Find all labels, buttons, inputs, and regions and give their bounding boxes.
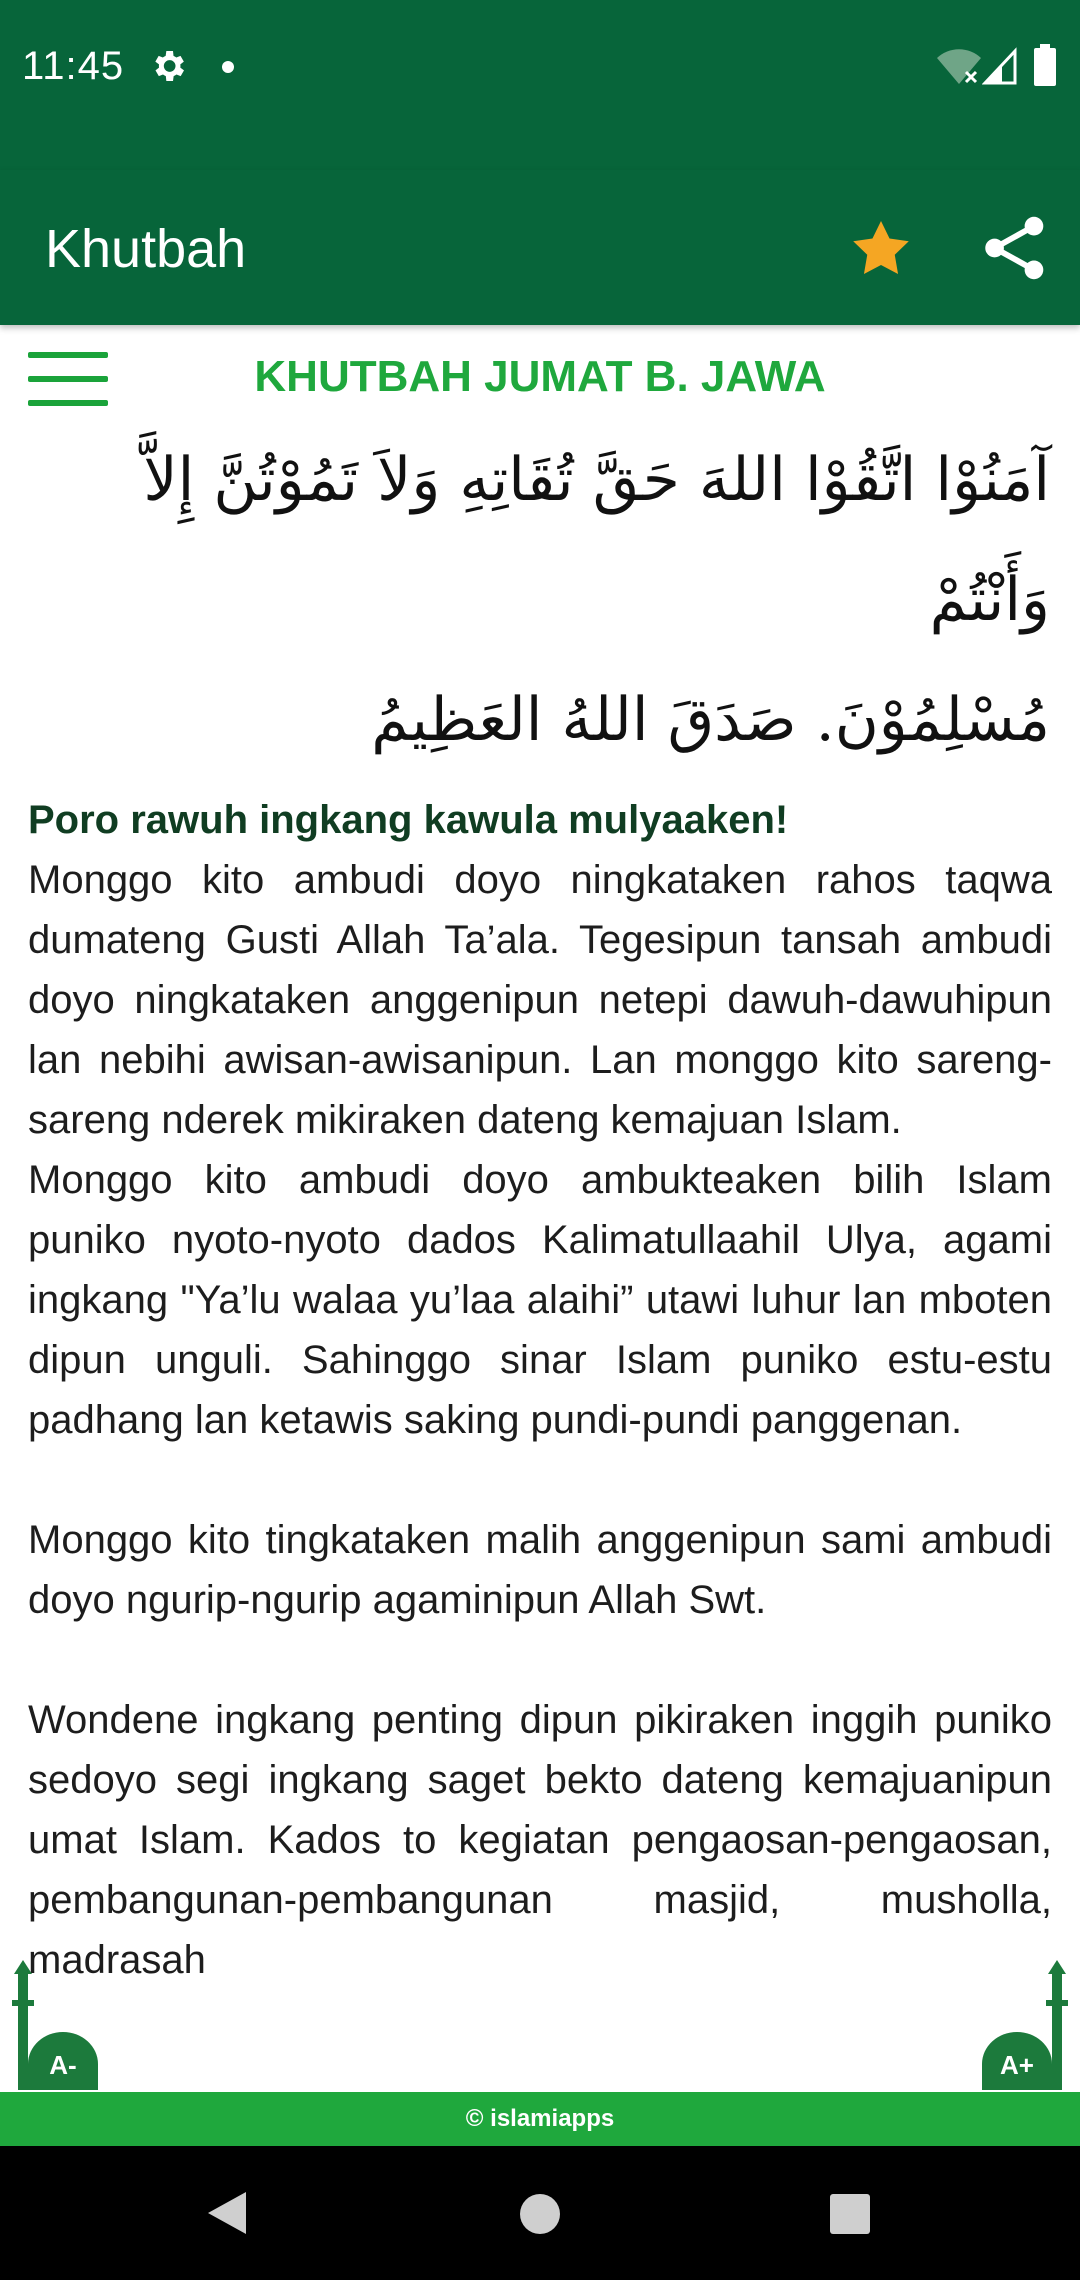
content-paragraph: Monggo kito tingkataken malih anggenipun sami ambudi doyo ngurip-ngurip agaminipun Allah Swt.	[28, 1518, 1052, 1622]
star-icon[interactable]	[846, 216, 916, 282]
app-title: Khutbah	[45, 219, 247, 279]
battery-icon	[1034, 44, 1056, 86]
back-icon[interactable]	[206, 2190, 248, 2236]
status-time: 11:45	[22, 44, 125, 88]
content-paragraph: Wondene ingkang penting dipun pikiraken inggih puniko sedoyo segi ingkang saget bekto dateng kemajuanipun umat Islam. Kados to kegiatan pengaosan-pengaosan, pembangunan-pembangunan masjid, musholla, madrasah	[28, 1698, 1052, 1982]
signal-icon	[982, 46, 1018, 86]
font-decrease-button[interactable]	[8, 1960, 118, 2100]
wifi-off-icon	[936, 48, 982, 86]
font-decrease-label: A-	[49, 2050, 77, 2080]
navigation-bar	[0, 2146, 1080, 2280]
notification-dot	[222, 61, 234, 73]
share-icon[interactable]	[980, 212, 1050, 284]
footer-copyright: © islamiapps	[0, 2092, 1080, 2146]
mosque-icon	[962, 1960, 1072, 2100]
home-icon[interactable]	[520, 2194, 560, 2234]
arabic-line: مُسْلِمُوْنَ. صَدَقَ اللهُ العَظِيمُ	[371, 685, 1050, 755]
gear-icon	[148, 46, 188, 86]
khutbah-content	[28, 790, 1052, 2092]
font-increase-button[interactable]	[962, 1960, 1072, 2100]
content-heading: Poro rawuh ingkang kawula mulyaaken!	[28, 798, 789, 842]
status-bar	[0, 0, 1080, 170]
menu-icon[interactable]	[28, 352, 108, 406]
font-increase-label: A+	[1000, 2050, 1034, 2080]
mosque-icon	[8, 1960, 118, 2100]
app-bar	[0, 170, 1080, 325]
content-paragraph: Monggo kito ambudi doyo ambukteaken bilih Islam puniko nyoto-nyoto dados Kalimatullaahil Ulya, agami ingkang "Ya’lu walaa yu’laa alaihi” utawi luhur lan mboten dipun unguli. Sahinggo sinar Islam puniko estu-estu padhang lan ketawis saking pundi-pundi panggenan.	[28, 1158, 1052, 1442]
page-title: KHUTBAH JUMAT B. JAWA	[254, 352, 826, 401]
arabic-verse	[40, 420, 1050, 780]
arabic-line: آمَنُوْا اتَّقُوْا اللهَ حَقَّ تُقَاتِهِ وَلاَ تَمُوْتُنَّ إِلاَّ وَأَنْتُمْ	[143, 445, 1050, 635]
recents-icon[interactable]	[830, 2194, 870, 2234]
content-paragraph: Monggo kito ambudi doyo ningkataken rahos taqwa dumateng Gusti Allah Ta’ala. Tegesipun tansah ambudi doyo ningkataken anggenipun netepi dawuh-dawuhipun lan nebihi awisan-awisanipun. Lan monggo kito sareng-sareng nderek mikiraken dateng kemajuan Islam.	[28, 858, 1052, 1142]
